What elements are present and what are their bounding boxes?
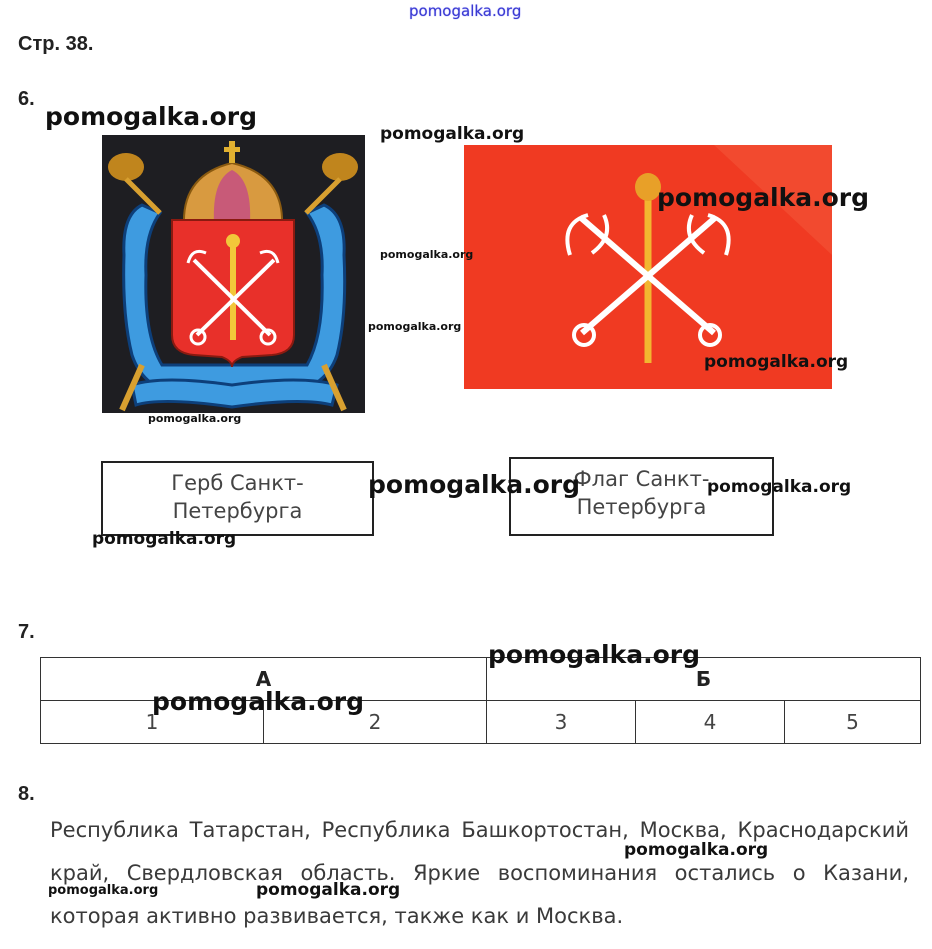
watermark: pomogalka.org xyxy=(380,248,474,261)
table-cell: 1 xyxy=(41,701,264,744)
table-cell: 2 xyxy=(264,701,487,744)
watermark: pomogalka.org xyxy=(92,529,237,549)
flag-caption-line2: Петербурга xyxy=(576,495,707,519)
watermark: pomogalka.org xyxy=(380,124,525,144)
watermark: pomogalka.org xyxy=(148,412,242,425)
task7-number: 7. xyxy=(18,621,35,643)
flag-caption-line1: Флаг Санкт- xyxy=(573,467,710,491)
group-b-header: Б xyxy=(487,658,921,701)
coat-caption-line2: Петербурга xyxy=(172,499,303,523)
watermark: pomogalka.org xyxy=(488,640,701,669)
task8-answer-text: Республика Татарстан, Республика Башкортостан, Москва, Краснодарский край, Свердловская область. Яркие воспоминания остались о Казани, которая активно развивается, также как и Москва. xyxy=(50,818,909,928)
watermark-top: pomogalka.org xyxy=(409,2,522,20)
group-a-header: А xyxy=(41,658,487,701)
watermark: pomogalka.org xyxy=(256,880,401,900)
watermark: pomogalka.org xyxy=(45,102,258,131)
watermark: pomogalka.org xyxy=(368,470,581,499)
table-cell: 3 xyxy=(487,701,636,744)
watermark: pomogalka.org xyxy=(152,687,365,716)
coat-caption-line1: Герб Санкт- xyxy=(171,471,304,495)
coat-caption-box xyxy=(101,461,374,536)
page-heading: Стр. 38. xyxy=(18,33,94,55)
task6-number: 6. xyxy=(18,88,35,110)
task8-number: 8. xyxy=(18,783,35,805)
coat-of-arms-image xyxy=(102,135,365,413)
table-cell: 4 xyxy=(636,701,785,744)
watermark: pomogalka.org xyxy=(624,840,769,860)
watermark: pomogalka.org xyxy=(657,183,870,212)
watermark: pomogalka.org xyxy=(707,477,852,497)
watermark: pomogalka.org xyxy=(368,320,462,333)
watermark: pomogalka.org xyxy=(704,352,849,372)
table-cell: 5 xyxy=(785,701,921,744)
watermark: pomogalka.org xyxy=(48,883,159,898)
